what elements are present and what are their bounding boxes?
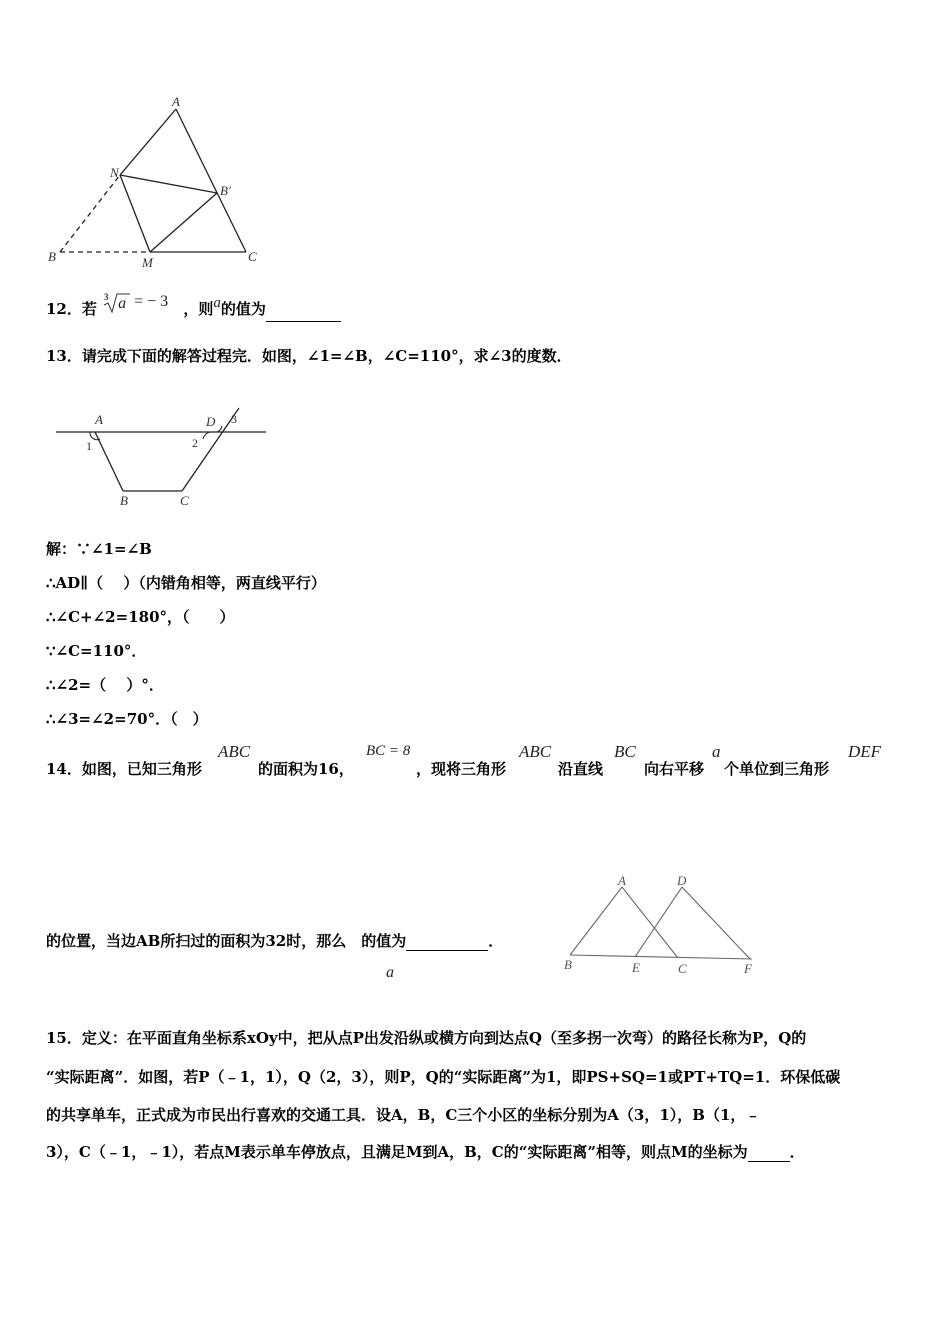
q15-line-3: 的共享单车，正式成为市民出行喜欢的交通工具．设A，B，C三个小区的坐标分别为A（3，1），B（1，﹣ bbox=[46, 1106, 761, 1124]
q15-answer-blank[interactable] bbox=[748, 1143, 790, 1162]
q13-solution-line-1: 解：∵∠1=∠B bbox=[46, 540, 152, 558]
q14-math-def: DEF bbox=[848, 742, 882, 761]
q14-line-1 bbox=[46, 742, 906, 782]
q13-label-A: A bbox=[95, 412, 103, 427]
q14-end-period: ． bbox=[488, 932, 504, 950]
q13-solution-line-6: ∴∠3=∠2=70°．（ ） bbox=[46, 710, 208, 728]
q14-translation-figure bbox=[560, 875, 760, 980]
q13-text: 13．请完成下面的解答过程完．如图，∠1=∠B，∠C=110°，求∠3的度数． bbox=[46, 347, 572, 365]
q14-answer-blank[interactable] bbox=[406, 932, 488, 951]
q13-label-C: C bbox=[180, 493, 189, 508]
radical-sign-icon bbox=[102, 292, 132, 314]
q14-text-units: 个单位到三角形 bbox=[724, 760, 830, 778]
q14-text-right: 向右平移 bbox=[644, 760, 705, 778]
q14-label-B: B bbox=[564, 957, 572, 972]
q12-text-1: 若 bbox=[81, 300, 97, 318]
q14-label-A: A bbox=[618, 873, 626, 888]
q12-text-2: ，则 bbox=[183, 300, 214, 318]
q14-label-C: C bbox=[678, 961, 687, 976]
question-12 bbox=[46, 292, 341, 320]
q13-solution-line-4: ∵∠C=110°． bbox=[46, 642, 147, 660]
q12-answer-blank[interactable] bbox=[266, 297, 341, 322]
q13-label-1: 1 bbox=[86, 439, 92, 453]
q13-solution-line-2: ∴AD∥（ ）（内错角相等，两直线平行） bbox=[46, 574, 326, 592]
q12-var: a bbox=[213, 295, 221, 311]
q14-line-2-text: 的位置，当边AB所扫过的面积为32时，那么 的值为 bbox=[46, 932, 407, 950]
q14-label-D: D bbox=[677, 873, 687, 888]
q14-math-bc8: BC = 8 bbox=[366, 743, 411, 759]
q14-math-a: a bbox=[712, 742, 721, 761]
q14-label-E: E bbox=[632, 960, 640, 975]
q14-text-along: 沿直线 bbox=[558, 760, 604, 778]
q12-equals: = − 3 bbox=[134, 293, 169, 310]
label-B: B bbox=[48, 249, 56, 264]
q15-line-2: “实际距离”．如图，若P（﹣1，1），Q（2，3），则P，Q的“实际距离”为1，即PS+SQ=1或PT+TQ=1．环保低碳 bbox=[46, 1068, 841, 1086]
q15-end-period: ． bbox=[789, 1143, 805, 1161]
radicand: a bbox=[118, 295, 127, 312]
q13-solution-line-5: ∴∠2=（ ）°． bbox=[46, 676, 164, 694]
q13-label-3: 3 bbox=[231, 412, 237, 426]
top-triangle-figure bbox=[40, 95, 280, 275]
q12-number: 12． bbox=[46, 300, 82, 318]
q13-solution-line-3: ∴∠C+∠2=180°，（ ） bbox=[46, 608, 235, 626]
label-N: N bbox=[110, 165, 119, 180]
label-B-prime: B′ bbox=[220, 183, 231, 198]
label-M: M bbox=[142, 255, 153, 270]
q15-line-1: 15．定义：在平面直角坐标系xOy中，把从点P出发沿纵或横方向到达点Q（至多拐一次弯）的路径长称为P，Q的 bbox=[46, 1029, 807, 1047]
q14-math-abc: ABC bbox=[218, 742, 251, 761]
q14-line-2 bbox=[46, 930, 503, 951]
q15-line-4: 3），C（﹣1，﹣1），若点M表示单车停放点，且满足M到A，B，C的“实际距离”相等，则点M的坐标为 bbox=[46, 1143, 748, 1161]
q13-figure bbox=[50, 408, 280, 518]
q14-text-area: 的面积为16， bbox=[258, 760, 354, 778]
q13-label-D: D bbox=[206, 414, 216, 429]
q12-cube-root bbox=[102, 292, 169, 316]
q14-label-F: F bbox=[744, 961, 752, 976]
q14-text-move: ，现将三角形 bbox=[416, 760, 507, 778]
q14-math-bc: BC bbox=[614, 742, 636, 761]
label-C: C bbox=[248, 249, 257, 264]
label-A: A bbox=[172, 94, 180, 109]
q14-var-a: a bbox=[386, 964, 394, 981]
q15-line-4-wrap bbox=[46, 1141, 805, 1162]
q13-label-2: 2 bbox=[192, 436, 198, 450]
radical-index: 3 bbox=[104, 292, 109, 302]
q14-math-abc-2: ABC bbox=[519, 742, 552, 761]
q14-text-start: 14．如图，已知三角形 bbox=[46, 760, 202, 778]
q12-text-3: 的值为 bbox=[220, 300, 266, 318]
q13-label-B: B bbox=[120, 493, 128, 508]
